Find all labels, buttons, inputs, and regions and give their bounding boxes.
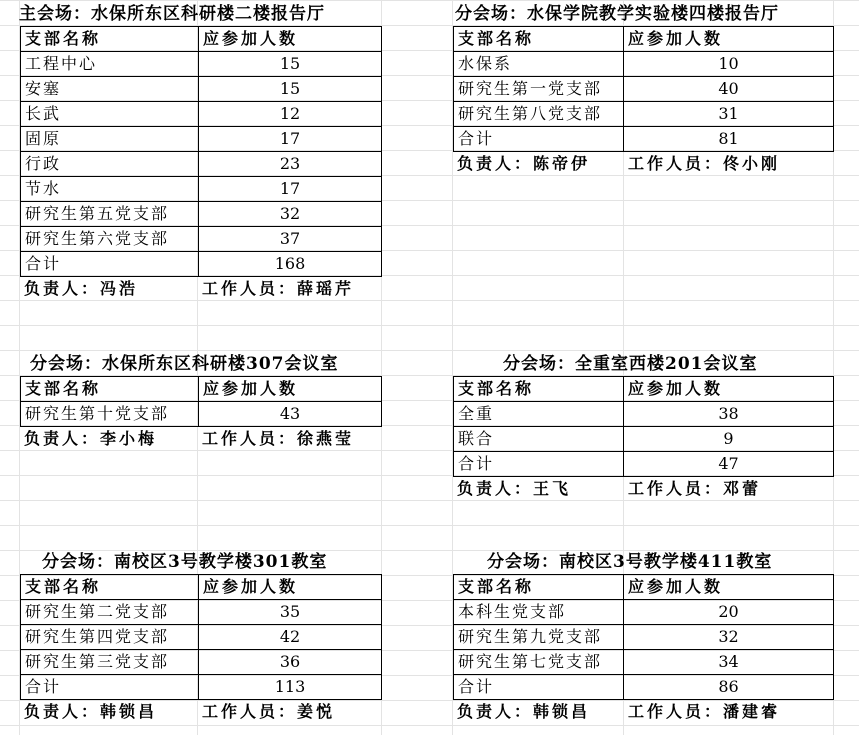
venue-title: 分会场：南校区3号教学楼411教室 bbox=[487, 552, 773, 572]
table-row bbox=[454, 650, 834, 675]
count-cell[interactable]: 38 bbox=[624, 402, 834, 427]
count-cell[interactable]: 15 bbox=[199, 77, 382, 102]
table-total-row bbox=[454, 127, 834, 152]
total-label-cell[interactable]: 合计 bbox=[21, 675, 199, 700]
branch-name-cell[interactable]: 全重 bbox=[454, 402, 624, 427]
count-cell[interactable]: 12 bbox=[199, 102, 382, 127]
staff-text[interactable]: 工作人员：潘建睿 bbox=[628, 702, 781, 721]
table-row bbox=[454, 625, 834, 650]
total-label-cell[interactable]: 合计 bbox=[454, 127, 624, 152]
branch-name-cell[interactable]: 水保系 bbox=[454, 52, 624, 77]
venue-title: 分会场：全重室西楼201会议室 bbox=[503, 354, 758, 374]
venue-title: 分会场：水保学院教学实验楼四楼报告厅 bbox=[455, 4, 779, 24]
total-count-cell[interactable]: 86 bbox=[624, 675, 834, 700]
branch-name-cell[interactable]: 安塞 bbox=[21, 77, 199, 102]
header-branch-name[interactable]: 支部名称 bbox=[454, 27, 624, 52]
header-branch-name[interactable]: 支部名称 bbox=[454, 575, 624, 600]
leader-text[interactable]: 负责人：陈帝伊 bbox=[457, 154, 591, 173]
count-cell[interactable]: 34 bbox=[624, 650, 834, 675]
table-row bbox=[21, 600, 382, 625]
branch-name-cell[interactable]: 研究生第一党支部 bbox=[454, 77, 624, 102]
total-count-cell[interactable]: 81 bbox=[624, 127, 834, 152]
table-row bbox=[21, 650, 382, 675]
table-row bbox=[454, 52, 834, 77]
table-row bbox=[21, 152, 382, 177]
attendance-table bbox=[20, 26, 382, 277]
leader-text[interactable]: 负责人：韩锁昌 bbox=[457, 702, 591, 721]
total-label-cell[interactable]: 合计 bbox=[454, 452, 624, 477]
table-row bbox=[454, 77, 834, 102]
count-cell[interactable]: 31 bbox=[624, 102, 834, 127]
branch-name-cell[interactable]: 研究生第三党支部 bbox=[21, 650, 199, 675]
total-label-cell[interactable]: 合计 bbox=[454, 675, 624, 700]
table-total-row bbox=[21, 252, 382, 277]
table-header-row bbox=[454, 575, 834, 600]
total-count-cell[interactable]: 47 bbox=[624, 452, 834, 477]
table-row bbox=[21, 77, 382, 102]
header-attendee-count[interactable]: 应参加人数 bbox=[624, 377, 834, 402]
branch-name-cell[interactable]: 研究生第十党支部 bbox=[21, 402, 199, 427]
count-cell[interactable]: 43 bbox=[199, 402, 382, 427]
table-header-row bbox=[21, 27, 382, 52]
total-label-cell[interactable]: 合计 bbox=[21, 252, 199, 277]
venue-title: 分会场：水保所东区科研楼307会议室 bbox=[30, 354, 339, 374]
table-row bbox=[21, 402, 382, 427]
attendance-table bbox=[453, 574, 834, 700]
table-row bbox=[21, 127, 382, 152]
table-header-row bbox=[21, 377, 382, 402]
header-branch-name[interactable]: 支部名称 bbox=[454, 377, 624, 402]
attendance-table bbox=[453, 26, 834, 152]
table-row bbox=[21, 177, 382, 202]
table-row bbox=[454, 600, 834, 625]
header-attendee-count[interactable]: 应参加人数 bbox=[624, 575, 834, 600]
leader-text[interactable]: 负责人：冯浩 bbox=[24, 279, 139, 298]
count-cell[interactable]: 36 bbox=[199, 650, 382, 675]
branch-name-cell[interactable]: 行政 bbox=[21, 152, 199, 177]
attendance-table bbox=[20, 574, 382, 700]
table-row bbox=[21, 625, 382, 650]
table-header-row bbox=[454, 27, 834, 52]
attendance-table bbox=[453, 376, 834, 477]
count-cell[interactable]: 9 bbox=[624, 427, 834, 452]
table-row bbox=[454, 427, 834, 452]
branch-name-cell[interactable]: 固原 bbox=[21, 127, 199, 152]
total-count-cell[interactable]: 168 bbox=[199, 252, 382, 277]
venue-title: 主会场：水保所东区科研楼二楼报告厅 bbox=[19, 4, 325, 24]
branch-name-cell[interactable]: 研究生第六党支部 bbox=[21, 227, 199, 252]
table-total-row bbox=[21, 675, 382, 700]
attendance-table bbox=[20, 376, 382, 427]
table-row bbox=[21, 227, 382, 252]
count-cell[interactable]: 40 bbox=[624, 77, 834, 102]
branch-name-cell[interactable]: 研究生第五党支部 bbox=[21, 202, 199, 227]
branch-name-cell[interactable]: 本科生党支部 bbox=[454, 600, 624, 625]
header-branch-name[interactable]: 支部名称 bbox=[21, 575, 199, 600]
count-cell[interactable]: 32 bbox=[199, 202, 382, 227]
staff-text[interactable]: 工作人员：薛瑶芹 bbox=[202, 279, 355, 298]
staff-text[interactable]: 工作人员：佟小刚 bbox=[628, 154, 781, 173]
leader-text[interactable]: 负责人：韩锁昌 bbox=[24, 702, 158, 721]
leader-text[interactable]: 负责人：王飞 bbox=[457, 479, 572, 498]
count-cell[interactable]: 32 bbox=[624, 625, 834, 650]
table-row bbox=[21, 102, 382, 127]
table-header-row bbox=[21, 575, 382, 600]
count-cell[interactable]: 23 bbox=[199, 152, 382, 177]
count-cell[interactable]: 42 bbox=[199, 625, 382, 650]
table-total-row bbox=[454, 675, 834, 700]
staff-text[interactable]: 工作人员：姜悦 bbox=[202, 702, 336, 721]
header-attendee-count[interactable]: 应参加人数 bbox=[199, 27, 382, 52]
table-row bbox=[21, 52, 382, 77]
count-cell[interactable]: 35 bbox=[199, 600, 382, 625]
table-header-row bbox=[454, 377, 834, 402]
branch-name-cell[interactable]: 长武 bbox=[21, 102, 199, 127]
header-branch-name[interactable]: 支部名称 bbox=[21, 27, 199, 52]
count-cell[interactable]: 10 bbox=[624, 52, 834, 77]
branch-name-cell[interactable]: 研究生第四党支部 bbox=[21, 625, 199, 650]
table-row bbox=[454, 402, 834, 427]
count-cell[interactable]: 37 bbox=[199, 227, 382, 252]
count-cell[interactable]: 20 bbox=[624, 600, 834, 625]
branch-name-cell[interactable]: 联合 bbox=[454, 427, 624, 452]
header-attendee-count[interactable]: 应参加人数 bbox=[199, 575, 382, 600]
staff-text[interactable]: 工作人员：邓蕾 bbox=[628, 479, 762, 498]
count-cell[interactable]: 15 bbox=[199, 52, 382, 77]
branch-name-cell[interactable]: 节水 bbox=[21, 177, 199, 202]
branch-name-cell[interactable]: 工程中心 bbox=[21, 52, 199, 77]
header-attendee-count[interactable]: 应参加人数 bbox=[199, 377, 382, 402]
branch-name-cell[interactable]: 研究生第八党支部 bbox=[454, 102, 624, 127]
staff-text[interactable]: 工作人员：徐燕莹 bbox=[202, 429, 355, 448]
table-total-row bbox=[454, 452, 834, 477]
branch-name-cell[interactable]: 研究生第九党支部 bbox=[454, 625, 624, 650]
branch-name-cell[interactable]: 研究生第二党支部 bbox=[21, 600, 199, 625]
table-row bbox=[21, 202, 382, 227]
count-cell[interactable]: 17 bbox=[199, 177, 382, 202]
total-count-cell[interactable]: 113 bbox=[199, 675, 382, 700]
table-row bbox=[454, 102, 834, 127]
header-attendee-count[interactable]: 应参加人数 bbox=[624, 27, 834, 52]
count-cell[interactable]: 17 bbox=[199, 127, 382, 152]
leader-text[interactable]: 负责人：李小梅 bbox=[24, 429, 158, 448]
venue-title: 分会场：南校区3号教学楼301教室 bbox=[42, 552, 328, 572]
branch-name-cell[interactable]: 研究生第七党支部 bbox=[454, 650, 624, 675]
header-branch-name[interactable]: 支部名称 bbox=[21, 377, 199, 402]
